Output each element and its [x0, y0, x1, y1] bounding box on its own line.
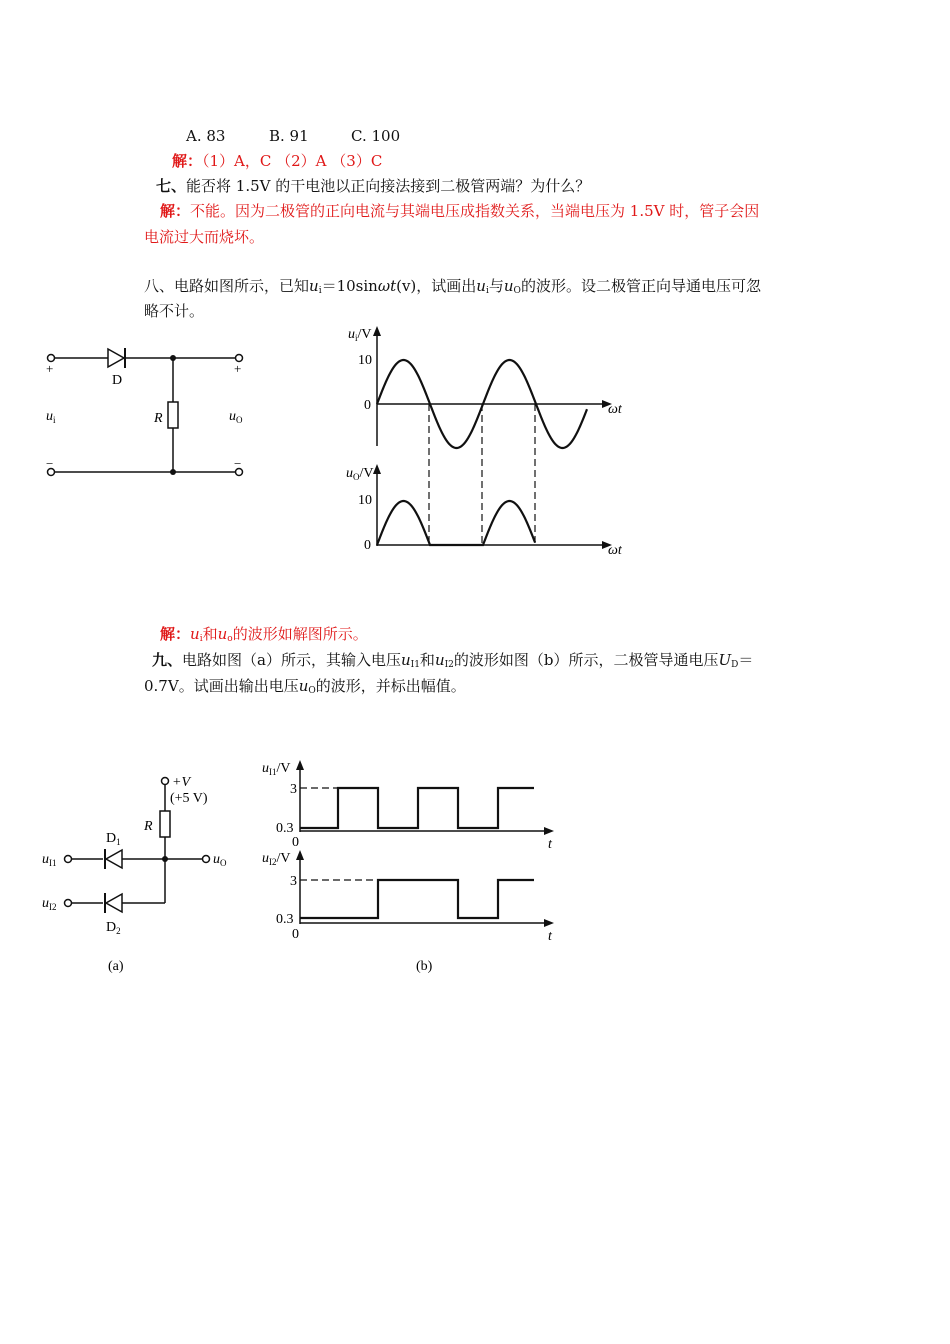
input2-square-wave [300, 880, 534, 918]
q6-answer [172, 151, 382, 171]
answer-text: 不能。因为二极管的正向电流与其端电压成指数关系，当端电压为 1.5V 时，管子会因 [190, 202, 760, 220]
x-axis-label: ωt [608, 543, 622, 558]
var-sub: o [227, 634, 233, 644]
var-u: u [400, 651, 411, 669]
var-sub: D [731, 660, 739, 670]
question-text: ＝ [738, 651, 754, 669]
var-u: u [309, 277, 319, 295]
x-axis-label: t [548, 837, 552, 852]
question-text: 电路如图（a）所示，其输入电压 [182, 651, 401, 669]
minus-sign: − [234, 456, 242, 471]
arrow-up-icon [373, 326, 381, 336]
junction-dot [170, 355, 176, 361]
supply-value: (+5 V) [170, 791, 208, 806]
terminal [65, 900, 72, 907]
resistor-icon [168, 402, 178, 428]
q8-waveform-diagram [330, 318, 640, 563]
answer-label: 解： [160, 625, 191, 643]
d2-label: $D_2$ [106, 920, 121, 936]
diode-icon [108, 348, 125, 368]
y-axis-label: $u_O/V$ [346, 466, 374, 482]
plus-sign: + [46, 361, 54, 376]
var-sub: I1 [410, 660, 420, 670]
question-text: 的波形。设二极管正向导通电压可忽 [520, 277, 761, 295]
var-omega-t: ωt [377, 277, 397, 295]
resistor-label: R [154, 411, 163, 426]
terminal [162, 778, 169, 785]
option-b: B. 91 [269, 127, 309, 145]
q9-circuit-diagram [38, 766, 248, 976]
tick-label: 0.3 [276, 821, 294, 836]
option-a: A. 83 [186, 127, 226, 145]
tick-label: 10 [358, 353, 372, 368]
tick-label: 0 [292, 927, 299, 942]
figure-caption: (b) [416, 959, 433, 974]
figure-caption: (a) [108, 959, 124, 974]
question-text: 与 [488, 277, 504, 295]
var-u: u [298, 677, 309, 695]
q8-circuit-diagram [40, 340, 260, 490]
tick-label: 3 [290, 782, 297, 797]
output-halfwave [377, 501, 535, 545]
option-c: C. 100 [351, 127, 401, 145]
q7-answer-line2: 电流过大而烧坏。 [144, 228, 265, 246]
terminal [65, 856, 72, 863]
question-text: ＝10sin [321, 277, 378, 295]
question-number: 七、 [156, 177, 187, 195]
q8-question-line2: 略不计。 [144, 302, 205, 320]
question-text: 的波形，并标出幅值。 [315, 677, 466, 695]
y-axis-label: $u_{I2}/V$ [262, 851, 291, 867]
q7-answer-line1 [160, 201, 759, 221]
var-U: U [718, 651, 732, 669]
q9-waveform-diagram [258, 752, 568, 977]
output-label: $u_O$ [213, 852, 227, 868]
diode-d1-icon [105, 849, 122, 869]
var-sub: i [485, 286, 489, 296]
diode-d2-icon [105, 893, 122, 913]
question-number: 九、 [152, 651, 183, 669]
question-number: 八、 [144, 277, 175, 295]
arrow-right-icon [544, 827, 554, 835]
input-label: $u_i$ [46, 409, 56, 425]
answer-text: 和 [202, 625, 218, 643]
var-sub: O [308, 686, 316, 696]
q8-answer [160, 624, 368, 644]
answer-label: 解： [172, 152, 203, 170]
var-sub: I2 [444, 660, 454, 670]
answer-text: （1）A，C （2）A （3）C [202, 152, 383, 170]
var-u: u [217, 625, 228, 643]
arrow-right-icon [544, 919, 554, 927]
q7-question [156, 176, 590, 196]
tick-label: 3 [290, 874, 297, 889]
answer-text: 的波形如解图所示。 [232, 625, 368, 643]
tick-label: 0 [364, 398, 371, 413]
x-axis-label: t [548, 929, 552, 944]
tick-label: 0.3 [276, 912, 294, 927]
var-sub: O [513, 286, 521, 296]
supply-label: +V [172, 775, 190, 790]
minus-sign: − [46, 456, 54, 471]
question-text: 的波形如图（b）所示，二极管导通电压 [453, 651, 719, 669]
arrow-up-icon [296, 850, 304, 860]
q9-question-line2 [144, 676, 466, 696]
y-axis-label: $u_i/V$ [348, 327, 372, 343]
resistor-label: R [144, 819, 153, 834]
q8-question-line1 [144, 276, 761, 296]
answer-label: 解： [160, 202, 191, 220]
output-label: $u_O$ [229, 409, 243, 425]
x-axis-label: ωt [608, 402, 622, 417]
resistor-icon [160, 811, 170, 837]
var-u: u [434, 651, 445, 669]
input1-label: $u_{I1}$ [42, 852, 57, 868]
diode-label: D [112, 373, 123, 388]
y-axis-label: $u_{I1}/V$ [262, 761, 291, 777]
var-u: u [190, 625, 200, 643]
question-text: 能否将 1.5V 的干电池以正向接法接到二极管两端？为什么？ [186, 177, 591, 195]
terminal [203, 856, 210, 863]
plus-sign: + [234, 361, 242, 376]
input2-label: $u_{I2}$ [42, 896, 57, 912]
question-text: (v)，试画出 [396, 277, 477, 295]
arrow-up-icon [373, 464, 381, 474]
junction-dot [162, 856, 168, 862]
question-text: 电路如图所示，已知 [174, 277, 310, 295]
var-u: u [476, 277, 486, 295]
d1-label: $D_1$ [106, 831, 121, 847]
question-text: 和 [419, 651, 435, 669]
var-sub: i [199, 634, 203, 644]
var-u: u [503, 277, 514, 295]
tick-label: 10 [358, 493, 372, 508]
arrow-up-icon [296, 760, 304, 770]
tick-label: 0 [364, 538, 371, 553]
input1-square-wave [300, 788, 534, 828]
var-sub: i [318, 286, 322, 296]
junction-dot [170, 469, 176, 475]
tick-label: 0 [292, 835, 299, 850]
q9-question-line1 [152, 650, 753, 670]
question-text: 0.7V。试画出输出电压 [144, 677, 299, 695]
